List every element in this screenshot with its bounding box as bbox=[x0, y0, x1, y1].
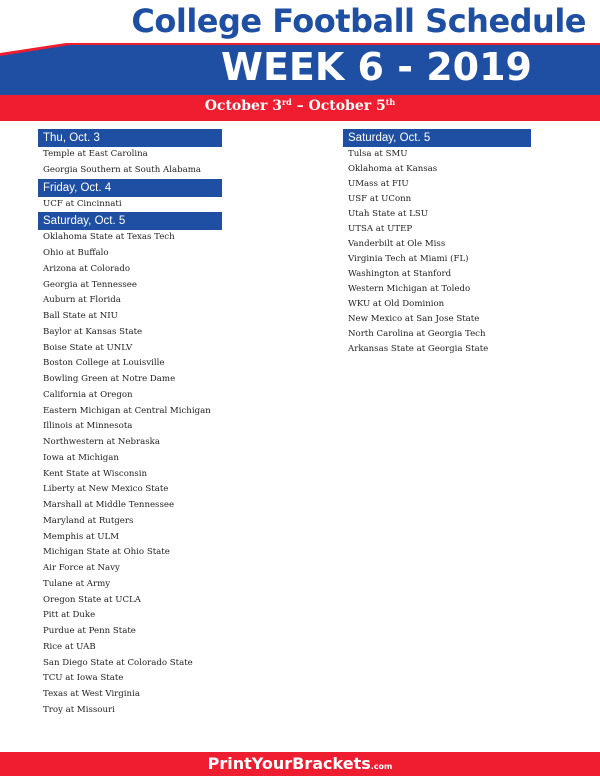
game-item: Temple at East Carolina bbox=[43, 149, 148, 159]
date-start-suffix: rd bbox=[281, 97, 292, 107]
game-item: Arkansas State at Georgia State bbox=[348, 344, 489, 354]
game-item: UMass at FIU bbox=[348, 179, 409, 189]
page-title: College Football Schedule bbox=[131, 2, 586, 40]
game-item: Oregon State at UCLA bbox=[43, 594, 141, 605]
week-title: WEEK 6 - 2019 bbox=[221, 45, 532, 89]
game-item: Ball State at NIU bbox=[43, 311, 118, 321]
footer-brand[interactable] bbox=[0, 752, 600, 776]
schedule-right-column bbox=[343, 129, 531, 357]
brand-name: PrintYourBrackets bbox=[207, 754, 371, 773]
game-item: Troy at Missouri bbox=[43, 704, 115, 715]
game-item: Eastern Michigan at Central Michigan bbox=[43, 405, 211, 416]
game-item: Boston College at Louisville bbox=[43, 358, 165, 369]
game-item: Boise State at UNLV bbox=[43, 342, 133, 353]
game-item: Texas at West Virginia bbox=[43, 689, 140, 699]
game-item: Bowling Green at Notre Dame bbox=[43, 374, 176, 384]
game-item: Liberty at New Mexico State bbox=[43, 484, 169, 495]
game-item: San Diego State at Colorado State bbox=[43, 657, 193, 668]
date-separator: – bbox=[291, 98, 309, 114]
game-item: Virginia Tech at Miami (FL) bbox=[348, 254, 469, 264]
game-item: Western Michigan at Toledo bbox=[348, 284, 471, 294]
game-item: Utah State at LSU bbox=[348, 209, 428, 219]
game-item: Memphis at ULM bbox=[43, 531, 120, 542]
schedule-left-column bbox=[38, 129, 222, 719]
game-item: Auburn at Florida bbox=[43, 295, 121, 306]
game-item: Washington at Stanford bbox=[348, 269, 452, 279]
game-item: Arizona at Colorado bbox=[43, 263, 131, 274]
game-item: New Mexico at San Jose State bbox=[348, 314, 480, 324]
game-item: UTSA at UTEP bbox=[348, 224, 413, 234]
game-item: Kent State at Wisconsin bbox=[43, 468, 148, 479]
game-item: Michigan State at Ohio State bbox=[43, 547, 170, 558]
date-end: October 5 bbox=[308, 98, 386, 114]
game-item: Maryland at Rutgers bbox=[43, 515, 134, 526]
game-item: North Carolina at Georgia Tech bbox=[348, 329, 486, 339]
game-item: Baylor at Kansas State bbox=[43, 326, 143, 337]
game-item: USF at UConn bbox=[348, 194, 412, 204]
day-header: Thu, Oct. 3 bbox=[38, 129, 222, 147]
brand-tld: .com bbox=[370, 762, 393, 771]
game-item: WKU at Old Dominion bbox=[348, 299, 445, 309]
day-header: Friday, Oct. 4 bbox=[38, 179, 222, 197]
game-item: Vanderbilt at Ole Miss bbox=[348, 239, 446, 249]
game-item: Georgia Southern at South Alabama bbox=[43, 164, 201, 175]
day-header: Saturday, Oct. 5 bbox=[38, 212, 222, 230]
date-end-suffix: th bbox=[385, 97, 396, 107]
game-item: UCF at Cincinnati bbox=[43, 198, 122, 209]
game-item: Tulane at Army bbox=[43, 578, 111, 589]
game-item: Oklahoma State at Texas Tech bbox=[43, 232, 175, 243]
day-header: Saturday, Oct. 5 bbox=[343, 129, 531, 147]
game-item: Oklahoma at Kansas bbox=[348, 164, 438, 174]
game-item: Tulsa at SMU bbox=[348, 149, 408, 159]
game-item: California at Oregon bbox=[43, 389, 133, 400]
game-item: Northwestern at Nebraska bbox=[43, 437, 160, 447]
game-item: Ohio at Buffalo bbox=[43, 248, 109, 258]
game-item: Iowa at Michigan bbox=[43, 452, 119, 463]
game-item: Illinois at Minnesota bbox=[43, 421, 133, 432]
game-item: Purdue at Penn State bbox=[43, 626, 136, 636]
game-item: Marshall at Middle Tennessee bbox=[43, 500, 175, 510]
date-start: October 3 bbox=[204, 98, 282, 114]
game-item: Air Force at Navy bbox=[43, 563, 120, 573]
date-range bbox=[0, 97, 600, 114]
game-item: TCU at Iowa State bbox=[43, 673, 124, 684]
game-item: Georgia at Tennessee bbox=[43, 279, 137, 290]
game-item: Pitt at Duke bbox=[43, 610, 96, 621]
game-item: Rice at UAB bbox=[43, 641, 96, 652]
